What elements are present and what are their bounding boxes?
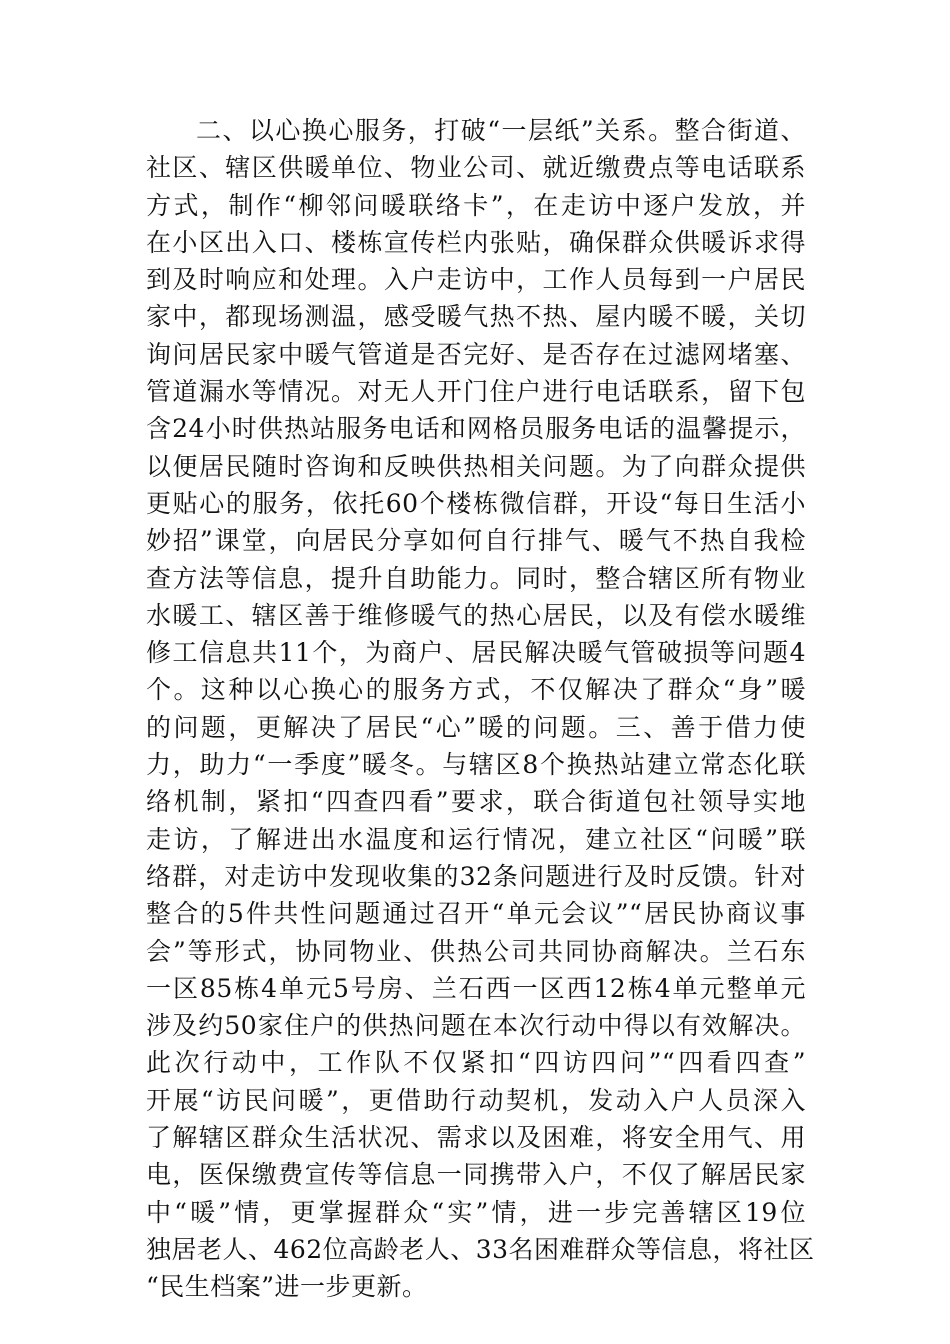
paragraph-line: 一区85栋4单元5号房、兰石西一区西12栋4单元整单元 (146, 973, 806, 1003)
paragraph-line: 个。这种以心换心的服务方式，不仅解决了群众“身”暖 (146, 675, 806, 705)
paragraph-line: 更贴心的服务，依托60个楼栋微信群，开设“每日生活小 (146, 488, 806, 518)
paragraph-line: 二、以心换心服务，打破“一层纸”关系。整合街道、 (196, 116, 806, 145)
paragraph-line: 家中，都现场测温，感受暖气热不热、屋内暖不暖，关切 (146, 302, 806, 332)
paragraph-line: 妙招”课堂，向居民分享如何自行排气、暖气不热自我检 (146, 526, 806, 556)
paragraph-line: 了解辖区群众生活状况、需求以及困难，将安全用气、用 (146, 1123, 806, 1153)
paragraph-line: 询问居民家中暖气管道是否完好、是否存在过滤网堵塞、 (146, 339, 806, 369)
paragraph-line: 方式，制作“柳邻问暖联络卡”，在走访中逐户发放，并 (146, 190, 806, 220)
paragraph-line: 此次行动中，工作队不仅紧扣“四访四问”“四看四查” (146, 1048, 806, 1078)
paragraph-line: 开展“访民问暖”，更借助行动契机，发动入户人员深入 (146, 1085, 806, 1115)
paragraph-line: 社区、辖区供暖单位、物业公司、就近缴费点等电话联系 (146, 153, 806, 183)
paragraph-line: 涉及约50家住户的供热问题在本次行动中得以有效解决。 (146, 1011, 806, 1041)
paragraph-line: 整合的5件共性问题通过召开“单元会议”“居民协商议事 (146, 899, 806, 929)
paragraph-line: 会”等形式，协同物业、供热公司共同协商解决。兰石东 (146, 936, 806, 966)
paragraph-line: 管道漏水等情况。对无人开门住户进行电话联系，留下包 (146, 377, 806, 407)
paragraph-line: 走访，了解进出水温度和运行情况，建立社区“问暖”联 (146, 824, 806, 854)
paragraph-line: 力，助力“一季度”暖冬。与辖区8个换热站建立常态化联 (146, 750, 806, 780)
paragraph-line: 以便居民随时咨询和反映供热相关问题。为了向群众提供 (146, 451, 806, 481)
paragraph-line: 独居老人、462位高龄老人、33名困难群众等信息，将社区 (146, 1234, 815, 1264)
paragraph-line: 络机制，紧扣“四查四看”要求，联合街道包社领导实地 (146, 787, 806, 817)
paragraph-line: 络群，对走访中发现收集的32条问题进行及时反馈。针对 (146, 861, 806, 891)
paragraph-line: 查方法等信息，提升自助能力。同时，整合辖区所有物业 (146, 563, 806, 593)
paragraph-line: 电，医保缴费宣传等信息一同携带入户，不仅了解居民家 (146, 1160, 806, 1190)
paragraph-line: 在小区出入口、楼栋宣传栏内张贴，确保群众供暖诉求得 (146, 227, 806, 257)
paragraph-line: 的问题，更解决了居民“心”暖的问题。三、善于借力使 (146, 712, 806, 742)
paragraph-line: 含24小时供热站服务电话和网格员服务电话的温馨提示， (146, 414, 806, 444)
body-paragraph (146, 112, 815, 1306)
paragraph-line: 到及时响应和处理。入户走访中，工作人员每到一户居民 (146, 265, 806, 295)
paragraph-line: “民生档案”进一步更新。 (146, 1272, 428, 1302)
paragraph-line: 中“暖”情，更掌握群众“实”情，进一步完善辖区19位 (146, 1197, 806, 1227)
paragraph-line: 水暖工、辖区善于维修暖气的热心居民，以及有偿水暖维 (146, 600, 806, 630)
paragraph-line: 修工信息共11个，为商户、居民解决暖气管破损等问题4 (146, 638, 806, 668)
